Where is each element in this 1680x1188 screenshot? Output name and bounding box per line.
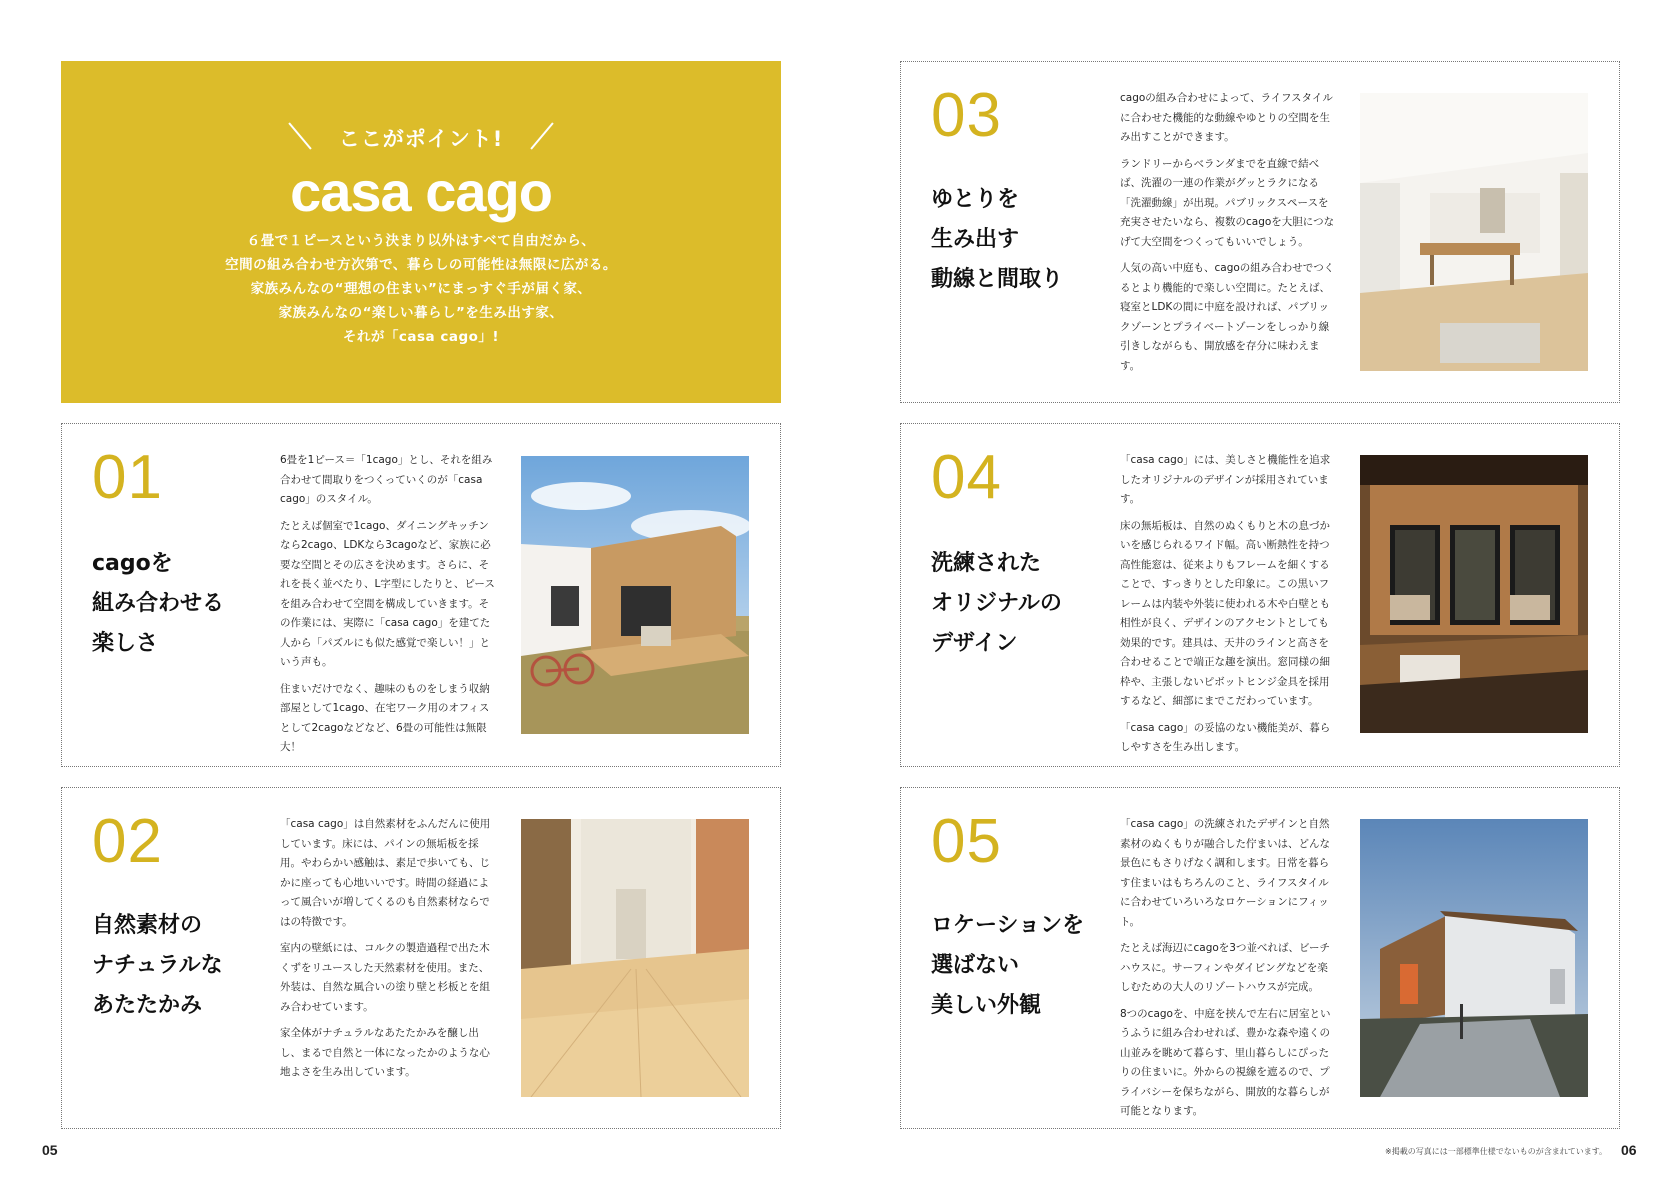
body-paragraph: たとえば個室で1cago、ダイニングキッチンなら2cago、LDKなら3cagoなど、家族に必要な空間とその広さを決めます。さらに、それを長く並べたり、L字型にしたりと、ピースを組み合わせて空間を構成していきます。その作業には、実際に「casa cago」を建てた人から「パズルにも似た感覚で楽しい！」という声も。 [280, 519, 495, 668]
photo-disclaimer: ※掲載の写真には一部標準仕様でないものが含まれています。 [1385, 1147, 1608, 1156]
body-paragraph: 「casa cago」の妥協のない機能美が、暮らしやすさを生み出します。 [1120, 721, 1331, 753]
body-paragraph: ランドリーからベランダまでを直線で結べば、洗濯の一連の作業がグッとラクになる「洗濯動線」が出現。パブリックスペースを充実させたいなら、複数のcagoを大胆につなげて大空間をつくってもいいでしょう。 [1120, 157, 1335, 248]
point-number: 04 [931, 443, 1002, 512]
hero-lead [61, 229, 781, 349]
courtyard-night-photo [1360, 455, 1588, 733]
point-number: 05 [931, 807, 1002, 876]
house-exterior-photo [521, 456, 749, 734]
page-number-right: 06 [1621, 1142, 1637, 1158]
heading-line: 動線と間取り [931, 267, 1064, 292]
exterior-dusk-photo [1360, 819, 1588, 1097]
page-number-left: 05 [42, 1142, 58, 1158]
hero-kicker [325, 123, 518, 153]
hero-line: 家族みんなの“理想の住まい”にまっすぐ手が届く家、 [250, 281, 592, 297]
body-paragraph: 「casa cago」の洗練されたデザインと自然素材のぬくもりが融合した佇まいは、どんな景色にもさりげなく調和します。日常を暮らす住まいはもちろんのこと、ライフスタイルに合わせていろいろなロケーションにフィット。 [1120, 818, 1330, 928]
point-heading [931, 180, 1063, 300]
point-body [1120, 451, 1338, 765]
body-paragraph: 「casa cago」には、美しさと機能性を追求したオリジナルのデザインが採用されています。 [1120, 454, 1331, 505]
heading-line: あたたかみ [92, 993, 203, 1018]
point-body [1120, 89, 1338, 383]
point-number: 02 [92, 807, 163, 876]
heading-line: 選ばない [931, 953, 1020, 978]
body-paragraph: 「casa cago」は自然素材をふんだんに使用しています。床には、パインの無垢板を採用。やわらかい感触は、素足で歩いても、じかに座っても心地いいです。時間の経過によって風合いが増してくるのも自然素材ならではの特徴です。 [280, 818, 491, 928]
heading-line: 生み出す [931, 227, 1020, 252]
point-heading [92, 906, 223, 1026]
body-paragraph: 6畳を1ピース＝「1cago」とし、それを組み合わせて間取りをつくっていくのが「casa cago」のスタイル。 [280, 454, 493, 505]
ldk-interior-photo [1360, 93, 1588, 371]
point-card-04 [900, 423, 1620, 767]
slash-left-decoration [288, 122, 311, 149]
hero-line: それが「casa cago」! [342, 329, 500, 345]
heading-line: オリジナルの [931, 591, 1062, 616]
hero-panel [61, 61, 781, 403]
heading-line: 自然素材の [92, 913, 203, 938]
point-heading [92, 544, 224, 664]
heading-line: 洗練された [931, 551, 1042, 576]
body-paragraph: 室内の壁紙には、コルクの製造過程で出た木くずをリユースした天然素材を使用。また、外装は、自然な風合いの塗り壁と杉板とを組み合わせています。 [280, 942, 490, 1013]
point-number: 03 [931, 81, 1002, 150]
wood-floor-interior-photo [521, 819, 749, 1097]
body-paragraph: cagoの組み合わせによって、ライフスタイルに合わせた機能的な動線やゆとりの空間を生み出すことができます。 [1120, 92, 1333, 143]
point-card-03 [900, 61, 1620, 403]
hero-kicker-wrap [61, 123, 781, 153]
point-heading [931, 544, 1062, 664]
point-heading [931, 906, 1084, 1026]
heading-line: ロケーションを [931, 913, 1085, 938]
point-card-02 [61, 787, 781, 1129]
point-body [280, 451, 498, 765]
hero-line: 空間の組み合わせ方次第で、暮らしの可能性は無限に広がる。 [225, 257, 617, 273]
hero-line: 家族みんなの“楽しい暮らし”を生み出す家、 [278, 305, 564, 321]
hero-kicker-text: ここがポイント! [338, 127, 504, 151]
body-paragraph: 住まいだけでなく、趣味のものをしまう収納部屋として1cago、在宅ワーク用のオフィスとして2cagoなどなど、6畳の可能性は無限大！ [280, 682, 490, 753]
body-paragraph: 人気の高い中庭も、cagoの組み合わせでつくるとより機能的で楽しい空間に。たとえば、寝室とLDKの間に中庭を設ければ、パブリックゾーンとプライベートゾーンをしっかり線引きしながらも、開放感を存分に味わえます。 [1120, 262, 1335, 372]
heading-line: ナチュラルな [92, 953, 223, 978]
heading-line: ゆとりを [931, 187, 1020, 212]
point-card-05 [900, 787, 1620, 1129]
body-paragraph: 床の無垢板は、自然のぬくもりと木の息づかいを感じられるワイド幅。高い断熱性を持つ高性能窓は、従来よりもフレームを細くすることで、すっきりとした印象に。この黒いフレームは内装や外装に使われる木や白壁とも相性が良く、デザインのアクセントとしても効果的です。建具は、天井のラインと高さを合わせることで端正な趣を演出。窓同様の細枠や、主張しないピボットヒンジ金具を採用するなど、細部にまでこだわっています。 [1120, 519, 1330, 707]
brand-title: casa cago [290, 160, 552, 223]
body-paragraph: たとえば海辺にcagoを3つ並べれば、ビーチハウスに。サーフィンやダイビングなどを楽しむための大人のリゾートハウスが完成。 [1120, 942, 1331, 993]
point-number: 01 [92, 443, 163, 512]
heading-line: 美しい外観 [931, 993, 1042, 1018]
body-paragraph: 8つのcagoを、中庭を挟んで左右に居室というふうに組み合わせれば、豊かな森や遠くの山並みを眺めて暮らす、里山暮らしにぴったりの住まいに。外からの視線を遮るので、プライバシーを保ちながら、開放的な暮らしが可能となります。 [1120, 1007, 1331, 1117]
slash-right-decoration [531, 122, 554, 149]
heading-line: 組み合わせる [92, 591, 225, 616]
body-paragraph: 家全体がナチュラルなあたたかみを醸し出し、まるで自然と一体になったかのような心地よさを生み出しています。 [280, 1027, 490, 1078]
hero-line: ６畳で１ピースという決まり以外はすべて自由だから、 [246, 233, 596, 249]
heading-line: cagoを [92, 551, 173, 576]
point-card-01 [61, 423, 781, 767]
heading-line: デザイン [931, 631, 1018, 656]
point-body [280, 815, 498, 1090]
heading-line: 楽しさ [92, 631, 159, 656]
point-body [1120, 815, 1338, 1129]
